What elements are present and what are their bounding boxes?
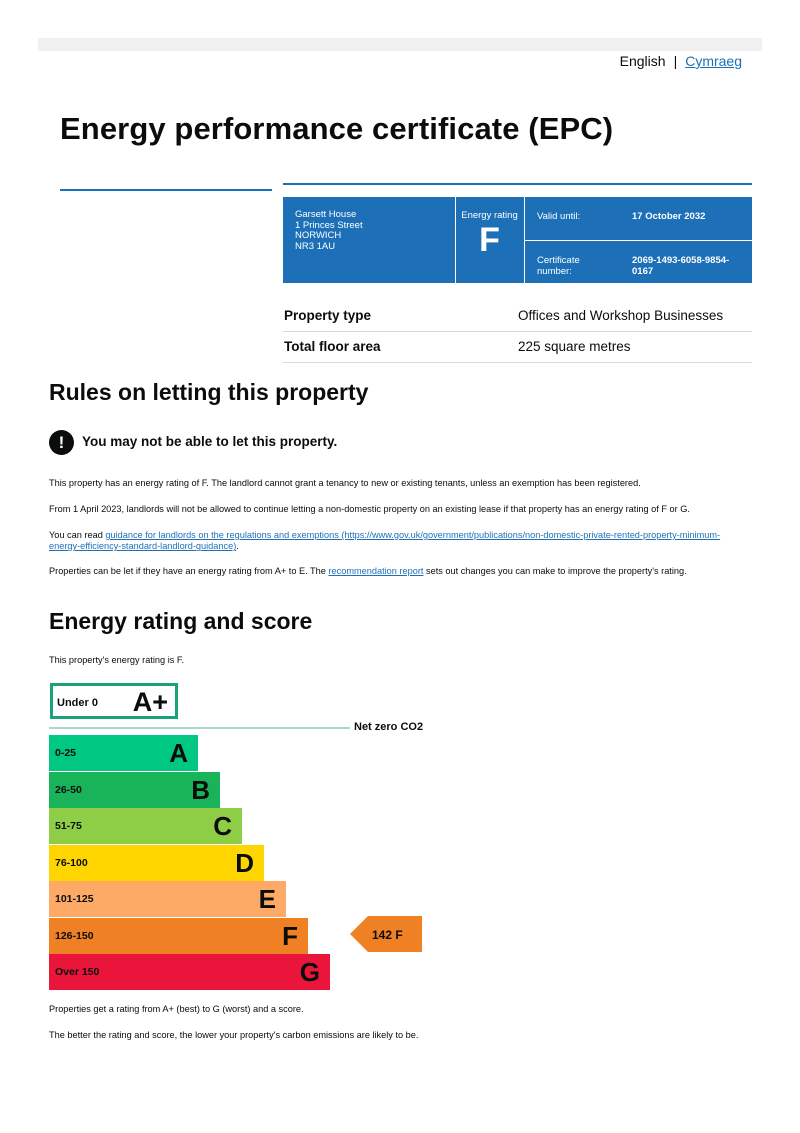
floor-area-label: Total floor area xyxy=(284,339,381,354)
band-range: 26-50 xyxy=(55,783,82,796)
certificate-number-label: Certificate number: xyxy=(537,255,580,277)
certificate-number-value: 2069-1493-6058-9854-0167 xyxy=(632,255,730,277)
band-letter: D xyxy=(235,847,254,878)
band-letter: A xyxy=(169,738,188,768)
band-letter: E xyxy=(258,884,276,914)
band-aplus xyxy=(50,683,178,719)
band-c xyxy=(49,808,242,844)
rules-paragraph: This property has an energy rating of F. The landlord cannot grant a tenancy to new or existing tenants, unless an exemption has been registered. xyxy=(49,478,641,488)
certificate-summary xyxy=(283,197,752,283)
band-letter: G xyxy=(299,957,320,987)
band-letter: C xyxy=(213,811,232,841)
band-f xyxy=(49,918,308,954)
recommendation-prefix: Properties can be let if they have an energy rating from A+ to E. The xyxy=(49,566,329,576)
guidance-suffix: . xyxy=(236,541,239,552)
divider-left xyxy=(60,189,272,191)
lang-separator: | xyxy=(673,53,678,69)
warning-text: You may not be able to let this property. xyxy=(82,434,338,449)
band-range: 101-125 xyxy=(55,893,94,905)
energy-footer: The better the rating and score, the lower your property's carbon emissions are likely to be. xyxy=(49,1030,419,1040)
band-b xyxy=(49,772,220,808)
band-range: 76-100 xyxy=(55,856,88,869)
rules-heading: Rules on letting this property xyxy=(49,379,369,405)
property-row xyxy=(283,332,752,363)
energy-footer: Properties get a rating from A+ (best) to G (worst) and a score. xyxy=(49,1004,304,1014)
warning-icon: ! xyxy=(49,430,74,455)
energy-intro: This property's energy rating is F. xyxy=(49,655,185,665)
band-a xyxy=(49,735,198,771)
band-range: Under 0 xyxy=(57,697,98,709)
band-letter: F xyxy=(282,920,298,951)
energy-rating-label: Energy rating xyxy=(461,210,518,221)
floor-area-value: 225 square metres xyxy=(518,339,631,354)
recommendation-report-link[interactable]: recommendation report xyxy=(328,566,424,576)
language-switcher xyxy=(620,53,742,69)
address-line: Garsett House xyxy=(295,209,357,220)
rules-paragraph: From 1 April 2023, landlords will not be allowed to continue letting a non-domestic property on an existing lease if that property has an energy rating of F or G. xyxy=(49,504,690,514)
net-zero-label: Net zero CO2 xyxy=(354,721,424,733)
rules-paragraph xyxy=(49,566,749,577)
property-type-value: Offices and Workshop Businesses xyxy=(518,308,724,323)
address-line: NR3 1AU xyxy=(295,240,336,252)
valid-until-label: Valid until: xyxy=(537,211,581,222)
energy-rating-letter: F xyxy=(479,221,500,259)
pointer-arrow xyxy=(350,916,422,952)
energy-heading: Energy rating and score xyxy=(49,608,313,634)
property-row xyxy=(283,301,752,332)
band-range: Over 150 xyxy=(55,966,100,978)
valid-until-value: 17 October 2032 xyxy=(632,211,706,222)
box-divider xyxy=(525,240,752,241)
band-letter: B xyxy=(191,774,210,805)
band-range: 0-25 xyxy=(55,747,77,759)
property-type-label: Property type xyxy=(284,308,372,323)
rules-paragraph xyxy=(49,530,749,552)
page-title: Energy performance certificate (EPC) xyxy=(60,111,614,146)
guidance-prefix: You can read xyxy=(49,530,106,540)
band-range: 126-150 xyxy=(55,929,94,942)
band-g xyxy=(49,954,330,990)
top-banner xyxy=(38,38,762,51)
property-details xyxy=(283,301,752,363)
lang-english: English xyxy=(619,53,666,69)
address-line: NORWICH xyxy=(295,230,342,241)
current-rating-label: 142 F xyxy=(372,928,403,942)
band-range: 51-75 xyxy=(55,820,82,832)
lang-cymraeg-link[interactable]: Cymraeg xyxy=(685,53,742,69)
band-e xyxy=(49,881,286,917)
current-rating-pointer xyxy=(350,916,422,952)
guidance-link[interactable]: guidance for landlords on the regulations and exemptions (https://www.gov.uk/government/publications/non-domestic-private-rented-property-minimum-energy-efficiency-standard-landlord-guidance) xyxy=(49,530,721,552)
address-line: 1 Princes Street xyxy=(295,219,363,231)
recommendation-suffix: sets out changes you can make to improve the property's rating. xyxy=(423,566,687,576)
divider-right xyxy=(283,183,752,185)
band-d xyxy=(49,845,264,881)
property-address xyxy=(295,210,363,252)
net-zero-line xyxy=(49,727,350,729)
band-letter: A+ xyxy=(132,687,168,717)
